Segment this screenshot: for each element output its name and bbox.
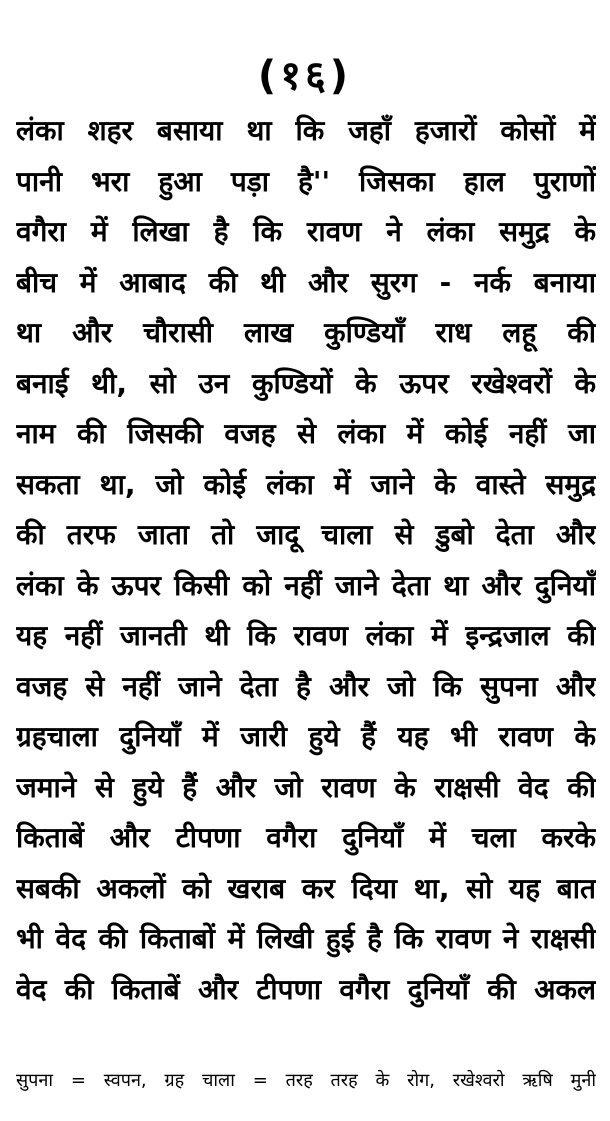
text-line: था और चौरासी लाख कुण्डियाँ राध लहू की xyxy=(16,316,596,349)
text-line: सकता था, जो कोई लंका में जाने के वास्ते समुद्र xyxy=(16,467,596,501)
text-line: ग्रहचाला दुनियाँ में जारी हुये हैं यह भी रावण के xyxy=(16,720,596,753)
text-line: सबकी अकलों को खराब कर दिया था, सो यह बात xyxy=(16,871,596,905)
text-line: किताबें और टीपणा वगैरा दुनियाँ में चला करके xyxy=(16,821,596,854)
text-line: पानी भरा हुआ पड़ा है'' जिसका हाल पुराणों xyxy=(16,164,596,198)
text-line: लंका के ऊपर किसी को नहीं जाने देता था और दुनियाँ xyxy=(16,568,596,602)
text-line: वेद की किताबें और टीपणा वगैरा दुनियाँ की अकल xyxy=(16,972,596,1006)
text-line: की तरफ जाता तो जादू चाला से डुबो देता और xyxy=(16,518,596,551)
text-line: भी वेद की किताबों में लिखी हुई है कि रावण ने राक्षसी xyxy=(16,922,596,955)
text-line: नाम की जिसकी वजह से लंका में कोई नहीं जा xyxy=(16,417,596,450)
text-line: जमाने से हुये हैं और जो रावण के राक्षसी वेद की xyxy=(16,770,596,804)
text-line: लंका शहर बसाया था कि जहाँ हजारों कोसों में xyxy=(16,114,596,147)
text-line: बीच में आबाद की थी और सुरग - नर्क बनाया xyxy=(16,265,596,299)
text-line: यह नहीं जानती थी कि रावण लंका में इन्द्रजाल की xyxy=(16,619,596,652)
text-line: वगैरा में लिखा है कि रावण ने लंका समुद्र के xyxy=(16,215,596,248)
text-line: बनाई थी, सो उन कुण्डियों के ऊपर रखेश्वरों के xyxy=(16,366,596,400)
page-number: (१६) xyxy=(257,53,353,99)
body-text xyxy=(16,106,596,1015)
footnote: सुपना = स्वपन, ग्रह चाला = तरह तरह के रोग, रखेश्वरो ऋषि मुनी xyxy=(16,1070,596,1091)
text-line: वजह से नहीं जाने देता है और जो कि सुपना और xyxy=(16,669,596,703)
